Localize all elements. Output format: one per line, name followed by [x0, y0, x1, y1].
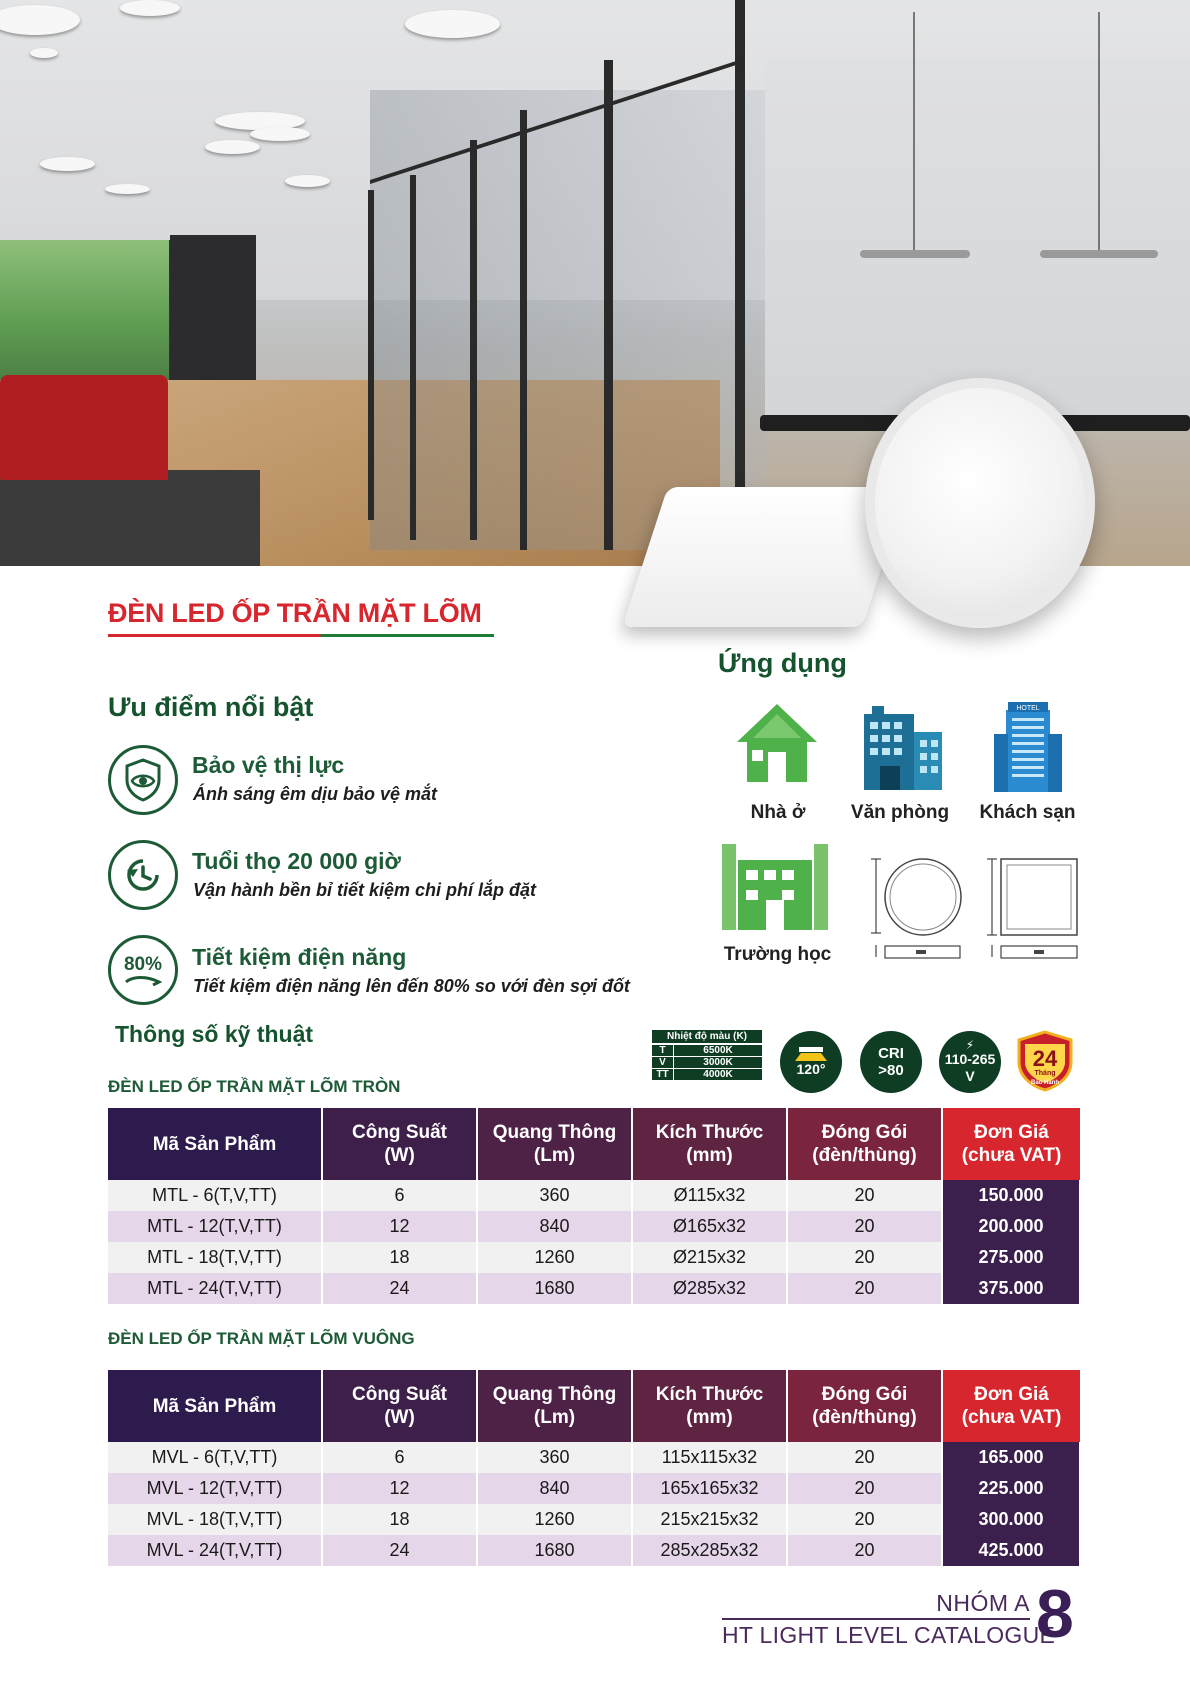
pendant-light: [1040, 250, 1158, 258]
color-temp-row: [652, 1056, 762, 1068]
cri-value: >80: [878, 1062, 904, 1079]
table-row: [108, 1211, 1080, 1242]
lumen: 1680: [477, 1535, 632, 1566]
ceiling-light: [250, 127, 310, 141]
ceiling-light: [120, 0, 180, 16]
lumen: 840: [477, 1473, 632, 1504]
savings-80-icon: [108, 935, 178, 1005]
application-label: Văn phòng: [850, 802, 950, 823]
lightning-icon: ⚡: [965, 1038, 975, 1052]
title-underline: [108, 634, 494, 637]
packing: 20: [787, 1535, 942, 1566]
advantages-heading: Ưu điểm nổi bật: [108, 692, 314, 722]
round-dimension-drawing: [868, 855, 968, 965]
ceiling-light: [105, 184, 150, 194]
ceiling-light: [405, 10, 500, 38]
hotel-icon: [990, 700, 1065, 792]
power: 6: [322, 1442, 477, 1473]
glass-partition: [370, 90, 765, 550]
beam-angle-badge: [780, 1031, 842, 1093]
product-code: MVL - 18(T,V,TT): [108, 1504, 322, 1535]
warranty-months: 24: [1032, 1046, 1058, 1071]
table-row: [108, 1473, 1080, 1504]
table-row: [108, 1442, 1080, 1473]
price: 425.000: [942, 1535, 1080, 1566]
house-icon: [735, 700, 820, 784]
power: 18: [322, 1504, 477, 1535]
application-label: Nhà ở: [750, 802, 806, 823]
glass-frame: [520, 110, 527, 550]
price: 165.000: [942, 1442, 1080, 1473]
glass-frame: [410, 175, 416, 540]
feature-title: Bảo vệ thị lực: [192, 752, 345, 778]
square-spec-table: [108, 1370, 1081, 1566]
product-code: MVL - 12(T,V,TT): [108, 1473, 322, 1504]
warranty-unit: Tháng: [1034, 1070, 1056, 1077]
voltage-unit: V: [965, 1068, 975, 1084]
color-temperature-table: [652, 1030, 762, 1080]
packing: 20: [787, 1442, 942, 1473]
power: 24: [322, 1535, 477, 1566]
pendant-light: [860, 250, 970, 258]
lumen: 1680: [477, 1273, 632, 1304]
warranty-label: Bảo Hành: [1030, 1080, 1060, 1086]
header-packing: Đóng Gói (đèn/thùng): [787, 1108, 942, 1180]
header-product-code: Mã Sản Phẩm: [108, 1108, 322, 1180]
temp-code: T: [652, 1045, 674, 1056]
power: 12: [322, 1473, 477, 1504]
table-header-row: [108, 1370, 1080, 1442]
glass-frame: [368, 190, 374, 520]
packing: 20: [787, 1211, 942, 1242]
square-table-caption: ĐÈN LED ỐP TRẦN MẶT LÕM VUÔNG: [108, 1329, 415, 1348]
size: Ø165x32: [632, 1211, 787, 1242]
round-led-panel-product: [865, 378, 1095, 628]
color-temp-row: [652, 1044, 762, 1056]
color-temp-row: [652, 1068, 762, 1080]
warranty-badge-icon: [1015, 1030, 1075, 1092]
size: 115x115x32: [632, 1442, 787, 1473]
table-row: [108, 1535, 1080, 1566]
table-row: [108, 1180, 1080, 1211]
lumen: 1260: [477, 1242, 632, 1273]
glass-frame: [604, 60, 613, 550]
size: Ø115x32: [632, 1180, 787, 1211]
eye-shield-icon: [108, 745, 178, 815]
lumen: 360: [477, 1442, 632, 1473]
cri-badge: [860, 1031, 922, 1093]
header-power: Công Suất (W): [322, 1370, 477, 1442]
lumen: 1260: [477, 1504, 632, 1535]
applications-heading: Ứng dụng: [718, 648, 847, 678]
carpet: [0, 470, 260, 566]
power: 12: [322, 1211, 477, 1242]
ceiling-light: [285, 175, 330, 187]
red-sofa: [0, 375, 168, 480]
product-code: MTL - 12(T,V,TT): [108, 1211, 322, 1242]
wall: [765, 60, 1190, 420]
application-label: Khách sạn: [979, 802, 1076, 823]
page-title: ĐÈN LED ỐP TRẦN MẶT LÕM: [108, 598, 482, 628]
footer-divider: [722, 1618, 1030, 1620]
temp-value: 6500K: [703, 1045, 733, 1056]
header-product-code: Mã Sản Phẩm: [108, 1370, 322, 1442]
price: 300.000: [942, 1504, 1080, 1535]
header-dimensions: Kích Thước (mm): [632, 1370, 787, 1442]
feature-title: Tiết kiệm điện năng: [192, 944, 407, 970]
round-spec-table: [108, 1108, 1081, 1304]
ceiling-light: [30, 48, 58, 58]
table-row: [108, 1273, 1080, 1304]
power: 24: [322, 1273, 477, 1304]
product-code: MTL - 24(T,V,TT): [108, 1273, 322, 1304]
beam-angle-icon: [795, 1047, 827, 1061]
packing: 20: [787, 1180, 942, 1211]
pendant-cord: [913, 12, 915, 252]
footer-group-label: NHÓM A: [936, 1590, 1030, 1616]
product-code: MTL - 18(T,V,TT): [108, 1242, 322, 1273]
size: Ø215x32: [632, 1242, 787, 1273]
beam-angle-value: 120°: [796, 1060, 826, 1077]
size: Ø285x32: [632, 1273, 787, 1304]
window: [0, 240, 175, 380]
lumen: 840: [477, 1211, 632, 1242]
product-code: MVL - 24(T,V,TT): [108, 1535, 322, 1566]
header-dimensions: Kích Thước (mm): [632, 1108, 787, 1180]
price: 200.000: [942, 1211, 1080, 1242]
header-price: Đơn Giá (chưa VAT): [942, 1370, 1080, 1442]
savings-percent: 80%: [123, 953, 163, 975]
ceiling-light: [205, 140, 260, 154]
header-luminous-flux: Quang Thông (Lm): [477, 1370, 632, 1442]
voltage-badge: [939, 1031, 1001, 1093]
price: 375.000: [942, 1273, 1080, 1304]
size: 215x215x32: [632, 1504, 787, 1535]
product-code: MTL - 6(T,V,TT): [108, 1180, 322, 1211]
price: 225.000: [942, 1473, 1080, 1504]
packing: 20: [787, 1273, 942, 1304]
ceiling-light: [40, 157, 95, 171]
header-packing: Đóng Gói (đèn/thùng): [787, 1370, 942, 1442]
packing: 20: [787, 1242, 942, 1273]
page-number: 8: [1036, 1576, 1074, 1652]
table-row: [108, 1504, 1080, 1535]
header-power: Công Suất (W): [322, 1108, 477, 1180]
feature-title: Tuổi thọ 20 000 giờ: [192, 848, 401, 874]
specs-heading: Thông số kỹ thuật: [115, 1021, 314, 1047]
color-temp-heading: Nhiệt độ màu (K): [652, 1030, 762, 1044]
lumen: 360: [477, 1180, 632, 1211]
price: 150.000: [942, 1180, 1080, 1211]
curtain: [170, 235, 256, 385]
square-dimension-drawing: [984, 855, 1084, 965]
packing: 20: [787, 1504, 942, 1535]
size: 165x165x32: [632, 1473, 787, 1504]
temp-value: 4000K: [703, 1069, 733, 1080]
feature-desc: Ánh sáng êm dịu bảo vệ mắt: [193, 784, 438, 804]
header-luminous-flux: Quang Thông (Lm): [477, 1108, 632, 1180]
price: 275.000: [942, 1242, 1080, 1273]
hotel-sign: HOTEL: [1016, 705, 1040, 712]
clock-icon: [108, 840, 178, 910]
feature-desc: Vận hành bền bỉ tiết kiệm chi phí lắp đặt: [193, 880, 537, 900]
temp-value: 3000K: [703, 1057, 733, 1068]
table-header-row: [108, 1108, 1080, 1180]
application-label: Trường học: [723, 944, 832, 965]
round-table-caption: ĐÈN LED ỐP TRẦN MẶT LÕM TRÒN: [108, 1077, 401, 1096]
temp-code: V: [652, 1057, 674, 1068]
cri-label: CRI: [878, 1045, 904, 1062]
product-code: MVL - 6(T,V,TT): [108, 1442, 322, 1473]
voltage-range: 110-265: [944, 1051, 996, 1067]
temp-code: TT: [652, 1069, 674, 1080]
power: 18: [322, 1242, 477, 1273]
pendant-cord: [1098, 12, 1100, 252]
glass-frame: [735, 0, 745, 565]
header-price: Đơn Giá (chưa VAT): [942, 1108, 1080, 1180]
footer-catalog-name: HT LIGHT LEVEL CATALOGUE: [722, 1622, 1056, 1648]
school-icon: [720, 840, 830, 932]
packing: 20: [787, 1473, 942, 1504]
power: 6: [322, 1180, 477, 1211]
size: 285x285x32: [632, 1535, 787, 1566]
glass-frame: [470, 140, 477, 540]
office-building-icon: [860, 702, 945, 790]
table-row: [108, 1242, 1080, 1273]
feature-desc: Tiết kiệm điện năng lên đến 80% so với đèn sợi đốt: [193, 976, 630, 996]
